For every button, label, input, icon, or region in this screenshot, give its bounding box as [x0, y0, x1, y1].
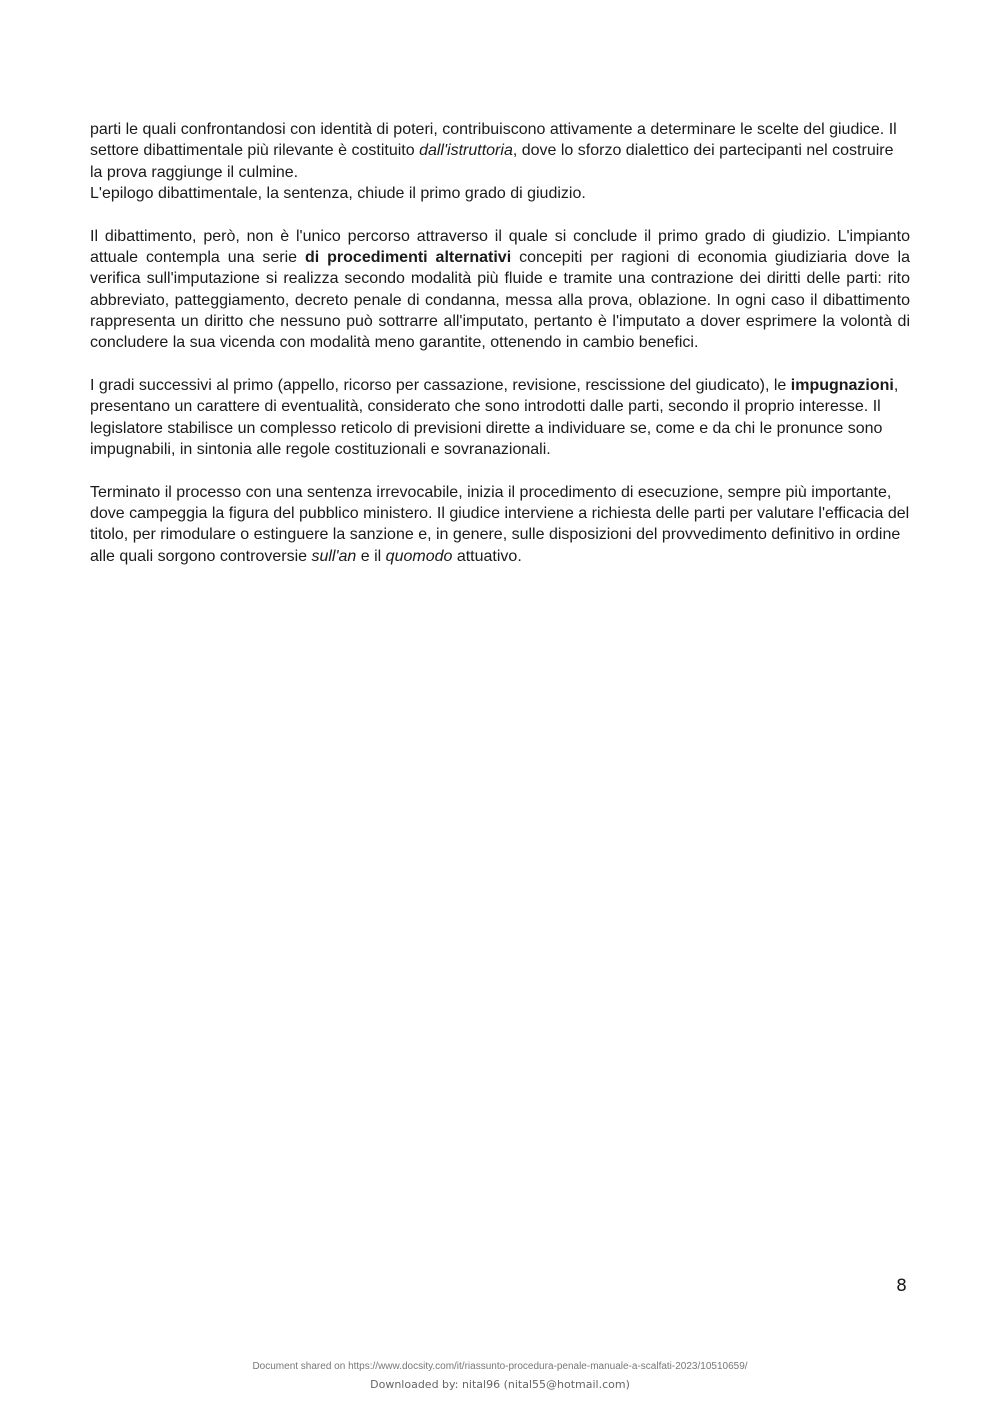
- italic-term: sull'an: [311, 547, 357, 565]
- paragraph-text: L'epilogo dibattimentale, la sentenza, chiude il primo grado di giudizio.: [90, 184, 586, 202]
- paragraph-text: attuativo.: [452, 547, 522, 565]
- bold-term: di procedimenti alternativi: [305, 248, 512, 266]
- paragraph-text: Il dibattimento, però, non è l'unico percorso attraverso il quale si conclude il primo grado di giudizio. L'impianto attuale contempla una serie: [90, 227, 910, 266]
- paragraph-text: e il: [356, 547, 386, 565]
- footer-shared-link[interactable]: Document shared on https://www.docsity.com/it/riassunto-procedura-penale-manuale-a-scalfati-2023/10510659/: [252, 1361, 748, 1372]
- page-number: 8: [896, 1276, 907, 1296]
- paragraph-text: parti le quali confrontandosi con identità di poteri, contribuiscono attivamente a determinare le scelte del giudice. Il settore dibattimentale più rilevante è costituito: [90, 121, 897, 160]
- paragraph-text: Terminato il processo con una sentenza irrevocabile, inizia il procedimento di esecuzione, sempre più importante, dove campeggia la figura del pubblico ministero. Il giudice interviene a richiesta delle parti per valutare l'efficacia del titolo, per rimodulare o estinguere la sanzione e, in genere, sulle disposizioni del provvedimento definitivo in ordine alle quali sorgono controversie: [90, 483, 910, 565]
- paragraph-text: I gradi successivi al primo (appello, ricorso per cassazione, revisione, rescissione del giudicato), le: [90, 376, 791, 394]
- bold-term: impugnazioni: [790, 376, 894, 394]
- paragraph-text: concepiti per ragioni di economia giudiziaria dove la verifica sull'imputazione si realizza secondo modalità più fluide e tramite una contrazione dei diritti delle parti: rito abbreviato, patteggiamento, decreto penale di condanna, messa alla prova, oblazione. In ogni caso il dibattimento rappresenta un diritto che nessuno può sottrarre all'imputato, pertanto è l'imputato a dover esprimere la volontà di concludere la sua vicenda con modalità meno garantite, ottenendo in cambio benefici.: [90, 248, 911, 352]
- footer-downloaded-by: Downloaded by: nital96 (nital55@hotmail.com): [370, 1378, 630, 1391]
- paragraph-text: , presentano un carattere di eventualità, considerato che sono introdotti dalle parti, secondo il proprio interesse. Il legislatore stabilisce un complesso reticolo di previsioni dirette a individuare se, come e da chi le pronunce sono impugnabili, in sintonia alle regole costituzionali e sovranazionali.: [90, 376, 899, 458]
- paragraph-text: , dove lo sforzo dialettico dei partecipanti nel costruire la prova raggiunge il culmine.: [90, 142, 894, 181]
- paragraph-istruttoria: [90, 119, 910, 204]
- italic-term: quomodo: [385, 547, 453, 565]
- document-body: [90, 119, 910, 588]
- paragraph-impugnazioni: [90, 375, 910, 460]
- paragraph-procedimenti-alternativi: [90, 226, 910, 354]
- paragraph-esecuzione: [90, 482, 910, 567]
- italic-term: dall'istruttoria: [419, 142, 513, 160]
